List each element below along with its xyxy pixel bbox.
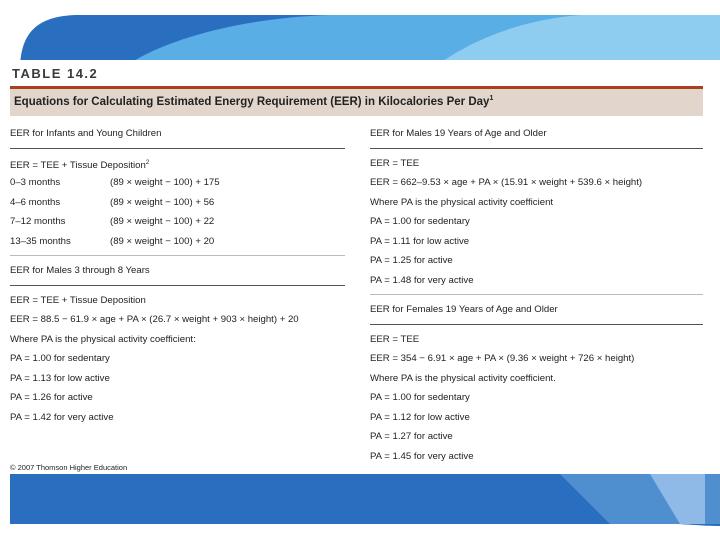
section-heading-women: EER for Females 19 Years of Age and Older: [370, 304, 558, 315]
boys-line: PA = 1.26 for active: [10, 392, 93, 403]
divider: [370, 324, 703, 325]
men-line: Where PA is the physical activity coefficient: [370, 196, 554, 208]
section-heading-men: EER for Males 19 Years of Age and Older: [370, 128, 547, 139]
women-line: PA = 1.27 for active: [370, 431, 453, 442]
women-line: PA = 1.12 for low active: [370, 411, 470, 423]
section-heading-boys: EER for Males 3 through 8 Years: [10, 265, 150, 276]
women-line: EER = TEE: [370, 333, 420, 345]
women-line: EER = 354 − 6.91 × age + PA × (9.36 × weight + 726 × height): [370, 353, 635, 364]
infant-row: 4–6 months (89 × weight − 100) + 56: [10, 196, 215, 208]
table-label: TABLE 14.2: [12, 66, 99, 81]
divider: [10, 148, 345, 149]
boys-line: PA = 1.00 for sedentary: [10, 353, 110, 364]
men-line: PA = 1.48 for very active: [370, 274, 474, 286]
boys-line: Where PA is the physical activity coefficient:: [10, 333, 196, 345]
women-line: Where PA is the physical activity coefficient.: [370, 372, 556, 384]
boys-line: EER = 88.5 − 61.9 × age + PA × (26.7 × weight + 903 × height) + 20: [10, 314, 299, 325]
men-line: EER = 662–9.53 × age + PA × (15.91 × weight + 539.6 × height): [370, 177, 643, 188]
right-column: [370, 124, 703, 466]
men-line: EER = TEE: [370, 157, 420, 169]
table-title: Equations for Calculating Estimated Energy Requirement (EER) in Kilocalories Per Day$^1$: [14, 95, 494, 108]
men-line: PA = 1.25 for active: [370, 255, 453, 266]
left-column: [10, 124, 345, 427]
section-heading-infants: EER for Infants and Young Children: [10, 128, 162, 139]
divider: [370, 148, 703, 149]
infant-row: 13–35 months (89 × weight − 100) + 20: [10, 235, 215, 247]
divider: [10, 255, 345, 256]
eer-table: [10, 86, 703, 462]
table-title-bar: [10, 86, 703, 116]
divider: [10, 285, 345, 286]
women-line: PA = 1.00 for sedentary: [370, 392, 470, 403]
men-line: PA = 1.00 for sedentary: [370, 216, 470, 227]
boys-line: EER = TEE + Tissue Deposition: [10, 294, 146, 306]
bottom-banner: [0, 466, 720, 540]
copyright-notice: © 2007 Thomson Higher Education: [10, 463, 128, 472]
men-line: PA = 1.11 for low active: [370, 235, 470, 247]
infant-row: 7–12 months (89 × weight − 100) + 22: [10, 216, 215, 227]
boys-line: PA = 1.13 for low active: [10, 372, 110, 384]
top-banner: [0, 0, 720, 70]
women-line: PA = 1.45 for very active: [370, 450, 474, 462]
infant-row: 0–3 months (89 × weight − 100) + 175: [10, 177, 220, 188]
divider: [370, 294, 703, 295]
formula-infants: EER = TEE + Tissue Deposition$^2$: [10, 159, 150, 171]
boys-line: PA = 1.42 for very active: [10, 411, 114, 423]
